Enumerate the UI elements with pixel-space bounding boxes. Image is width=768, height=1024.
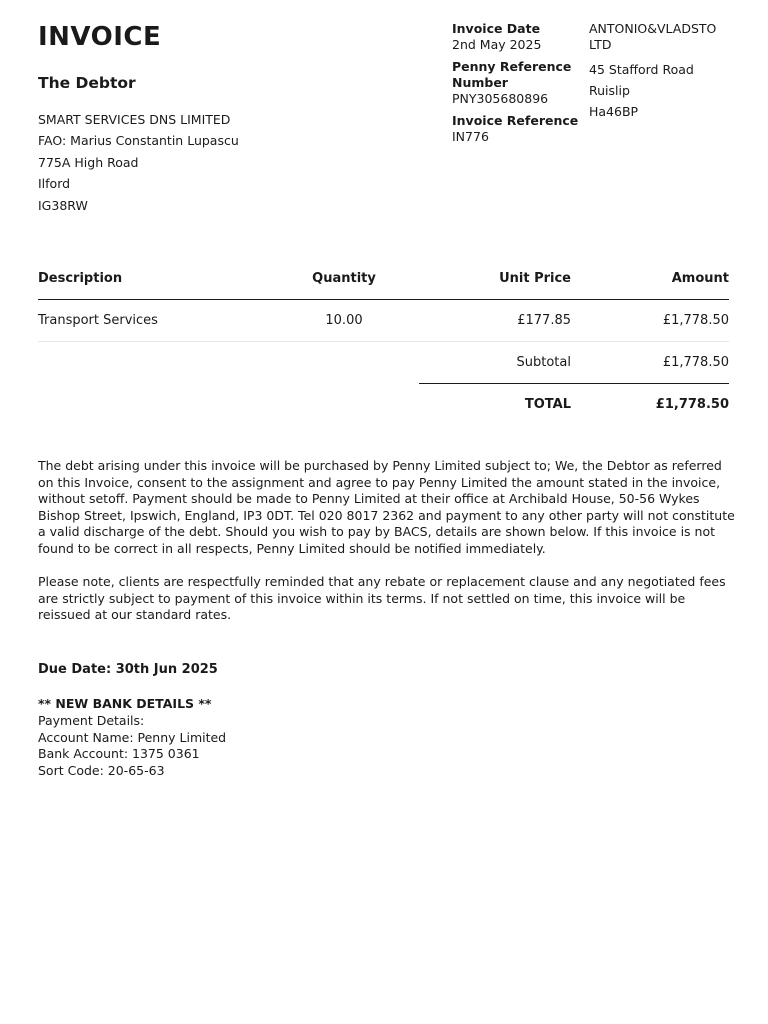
subtotal-label: Subtotal [516, 355, 571, 370]
terms-section [38, 458, 738, 641]
header-quantity: Quantity [312, 271, 376, 286]
debtor-company: SMART SERVICES DNS LIMITED [38, 112, 231, 127]
account-name: Account Name: Penny Limited [38, 729, 227, 745]
sort-code: Sort Code: 20-65-63 [38, 763, 165, 779]
bank-details-heading: ** NEW BANK DETAILS ** [38, 696, 212, 711]
table-row [38, 300, 729, 342]
invoice-meta [452, 21, 582, 151]
debtor-postcode: IG38RW [38, 197, 88, 213]
due-date: Due Date: 30th Jun 2025 [38, 662, 218, 677]
debtor-address [38, 109, 239, 216]
creditor-name: ANTONIO&VLADSTO LTD [589, 21, 717, 52]
terms-paragraph-rebate: Please note, clients are respectfully reminded that any rebate or replacement clause and any negotiated fees are strictly subject to payment of this invoice within its terms. If not settled on time, this invoice will be reissued at our standard rates. [38, 574, 726, 623]
line-items-table [38, 258, 729, 425]
invoice-reference-value: IN776 [452, 129, 489, 144]
debtor-town: Ilford [38, 176, 71, 192]
header-amount: Amount [671, 271, 729, 286]
table-header-row [38, 258, 729, 300]
header-description: Description [38, 271, 123, 286]
invoice-title: INVOICE [38, 22, 162, 52]
creditor-postcode: Ha46BP [589, 104, 639, 119]
item-unit-price: £177.85 [517, 313, 571, 328]
subtotal-row [419, 342, 729, 384]
penny-reference-label: Penny Reference Number [452, 59, 572, 90]
terms-paragraph-assignment: The debt arising under this invoice will be purchased by Penny Limited subject to; We, the Debtor as referred on this Invoice, consent to the assignment and agree to pay Penny Limited the amount stated in the invoice, without setoff. Payment should be made to Penny Limited at their office at Archibald House, 50-56 Wykes Bishop Street, Ipswich, England, IP3 0DT. Tel 020 8017 2362 and payment to any other party will not constitute a valid discharge of the debt. Should you wish to pay by BACS, details are shown below. If this invoice is not found to be correct in all respects, Penny Limited should be notified immediately. [38, 458, 735, 556]
debtor-fao: FAO: Marius Constantin Lupascu [38, 133, 239, 149]
creditor-address [589, 21, 739, 122]
item-quantity: 10.00 [325, 313, 363, 328]
total-label: TOTAL [524, 397, 571, 412]
penny-reference-value: PNY305680896 [452, 91, 549, 106]
item-description: Transport Services [38, 313, 158, 328]
bank-account-number: Bank Account: 1375 0361 [38, 746, 200, 762]
debtor-heading: The Debtor [38, 74, 136, 92]
bank-details [38, 696, 226, 780]
item-amount: £1,778.50 [662, 313, 729, 328]
payment-details-label: Payment Details: [38, 712, 145, 728]
total-value: £1,778.50 [655, 397, 729, 412]
debtor-street: 775A High Road [38, 154, 139, 170]
invoice-date-label: Invoice Date [452, 21, 541, 36]
invoice-reference-label: Invoice Reference [452, 113, 579, 128]
invoice-date-value: 2nd May 2025 [452, 37, 542, 52]
subtotal-value: £1,778.50 [662, 355, 729, 370]
total-row [419, 384, 729, 425]
header-unit-price: Unit Price [499, 271, 571, 286]
creditor-town: Ruislip [589, 83, 630, 98]
creditor-street: 45 Stafford Road [589, 62, 694, 77]
